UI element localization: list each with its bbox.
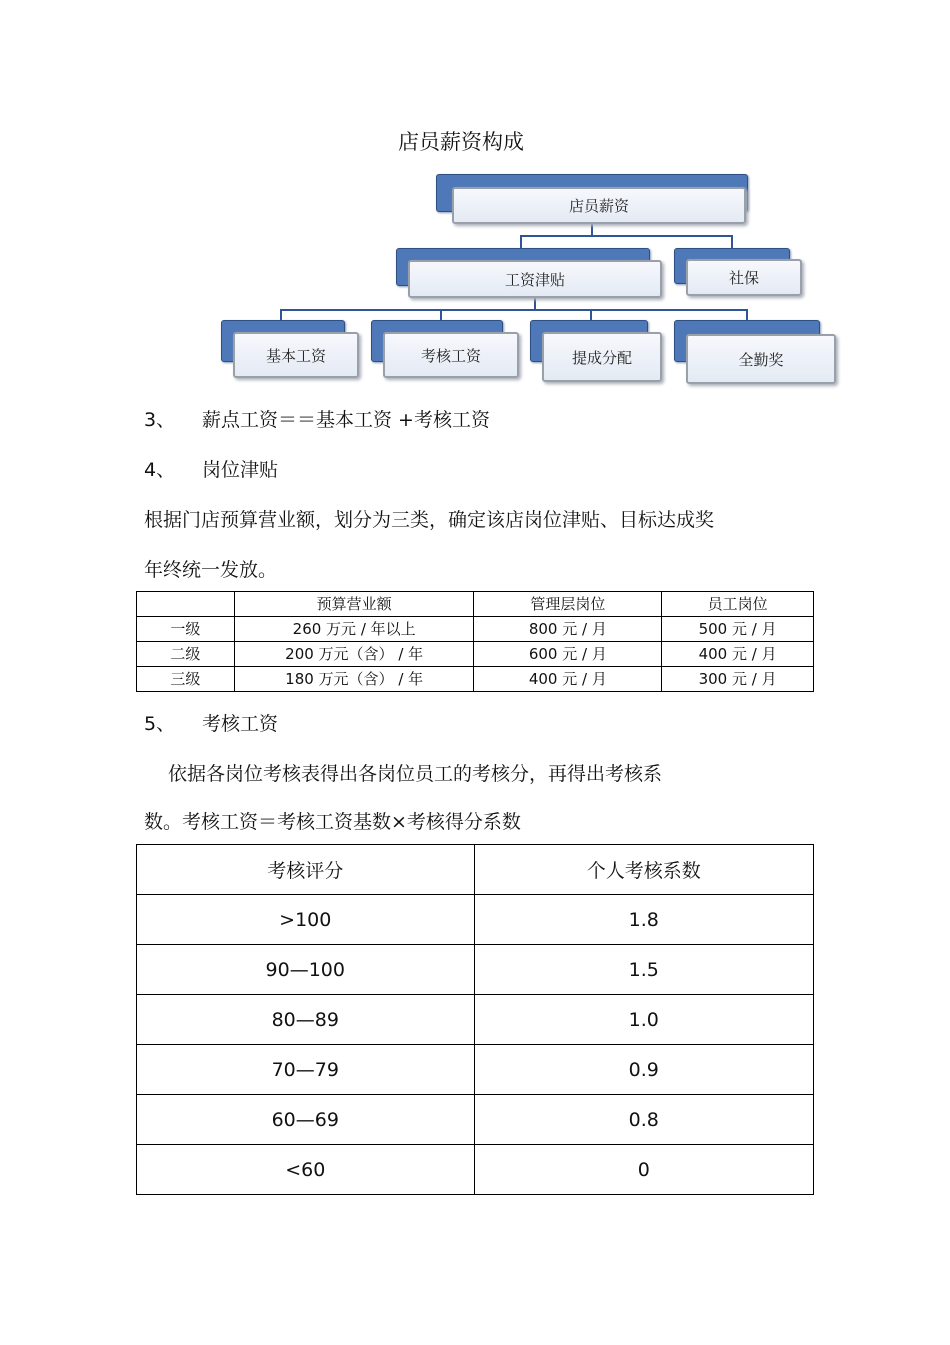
- table-cell: 800 元 / 月: [474, 617, 662, 642]
- table-cell: 0.9: [474, 1045, 813, 1095]
- assessment-coefficient-table: [136, 844, 814, 1195]
- table-cell: 60—69: [137, 1095, 475, 1145]
- table-header-cell: 考核评分: [137, 845, 475, 895]
- table-cell: 90—100: [137, 945, 475, 995]
- paragraph-line: 根据门店预算营业额，划分为三类，确定该店岗位津贴、目标达成奖: [144, 509, 715, 531]
- table-cell: 260 万元 / 年以上: [234, 617, 474, 642]
- table-cell: 500 元 / 月: [662, 617, 814, 642]
- org-node-label: 全勤奖: [686, 334, 836, 384]
- table-cell: 400 元 / 月: [662, 642, 814, 667]
- paragraph-line: 数。考核工资＝考核工资基数×考核得分系数: [144, 811, 521, 833]
- table-header-cell: [137, 592, 235, 617]
- table-cell: 200 万元（含） / 年: [234, 642, 474, 667]
- table-row: [137, 1045, 814, 1095]
- table-row: [137, 1095, 814, 1145]
- item-number: 4、: [144, 459, 176, 481]
- table-row: [137, 895, 814, 945]
- table-row: [137, 642, 814, 667]
- table-cell: 1.8: [474, 895, 813, 945]
- table-cell: <60: [137, 1145, 475, 1195]
- table-cell: 0: [474, 1145, 813, 1195]
- org-node-label: 社保: [686, 259, 802, 296]
- table-row: [137, 617, 814, 642]
- org-node-base-salary: [221, 320, 361, 380]
- table-cell: 600 元 / 月: [474, 642, 662, 667]
- table-header-cell: 管理层岗位: [474, 592, 662, 617]
- org-node-label: 基本工资: [233, 332, 359, 378]
- table-header-cell: 个人考核系数: [474, 845, 813, 895]
- list-item-5: [144, 709, 278, 736]
- paragraph-line: 依据各岗位考核表得出各岗位员工的考核分，再得出考核系: [168, 763, 663, 785]
- item-text: 薪点工资＝＝基本工资 +考核工资: [202, 409, 490, 431]
- table-cell: 70—79: [137, 1045, 475, 1095]
- item-number: 3、: [144, 409, 176, 431]
- table-cell: 300 元 / 月: [662, 667, 814, 692]
- connector: [520, 235, 733, 237]
- table-header-cell: 员工岗位: [662, 592, 814, 617]
- table-header-cell: 预算营业额: [234, 592, 474, 617]
- org-node-assessment-salary: [371, 320, 521, 380]
- paragraph-line: 年终统一发放。: [144, 559, 278, 581]
- page-title: 店员薪资构成: [398, 130, 524, 154]
- table-row: [137, 945, 814, 995]
- table-cell: 400 元 / 月: [474, 667, 662, 692]
- connector: [520, 235, 522, 249]
- org-node-root: [436, 174, 762, 226]
- org-node-label: 店员薪资: [452, 187, 746, 224]
- item-text: 岗位津贴: [202, 459, 279, 481]
- table-cell: 1.5: [474, 945, 813, 995]
- table-cell: 二级: [137, 642, 235, 667]
- org-node-salary-allowance: [396, 248, 664, 300]
- table-cell: 0.8: [474, 1095, 813, 1145]
- connector: [280, 309, 748, 311]
- table-row: [137, 1145, 814, 1195]
- table-cell: 1.0: [474, 995, 813, 1045]
- item-number: 5、: [144, 713, 176, 735]
- item-text: 考核工资: [202, 713, 279, 735]
- table-cell: 三级: [137, 667, 235, 692]
- list-item-3: [144, 405, 490, 432]
- table-cell: 80—89: [137, 995, 475, 1045]
- allowance-table: [136, 591, 814, 692]
- table-row: [137, 667, 814, 692]
- table-header-row: [137, 592, 814, 617]
- org-node-commission: [530, 320, 664, 384]
- table-header-row: [137, 845, 814, 895]
- table-cell: 180 万元（含） / 年: [234, 667, 474, 692]
- org-node-social-insurance: [674, 248, 806, 298]
- connector: [731, 235, 733, 249]
- org-node-label: 工资津贴: [408, 260, 662, 298]
- org-node-label: 提成分配: [542, 332, 662, 382]
- table-cell: >100: [137, 895, 475, 945]
- table-cell: 一级: [137, 617, 235, 642]
- org-node-attendance-bonus: [674, 320, 838, 386]
- list-item-4: [144, 455, 278, 482]
- table-row: [137, 995, 814, 1045]
- org-node-label: 考核工资: [383, 332, 519, 378]
